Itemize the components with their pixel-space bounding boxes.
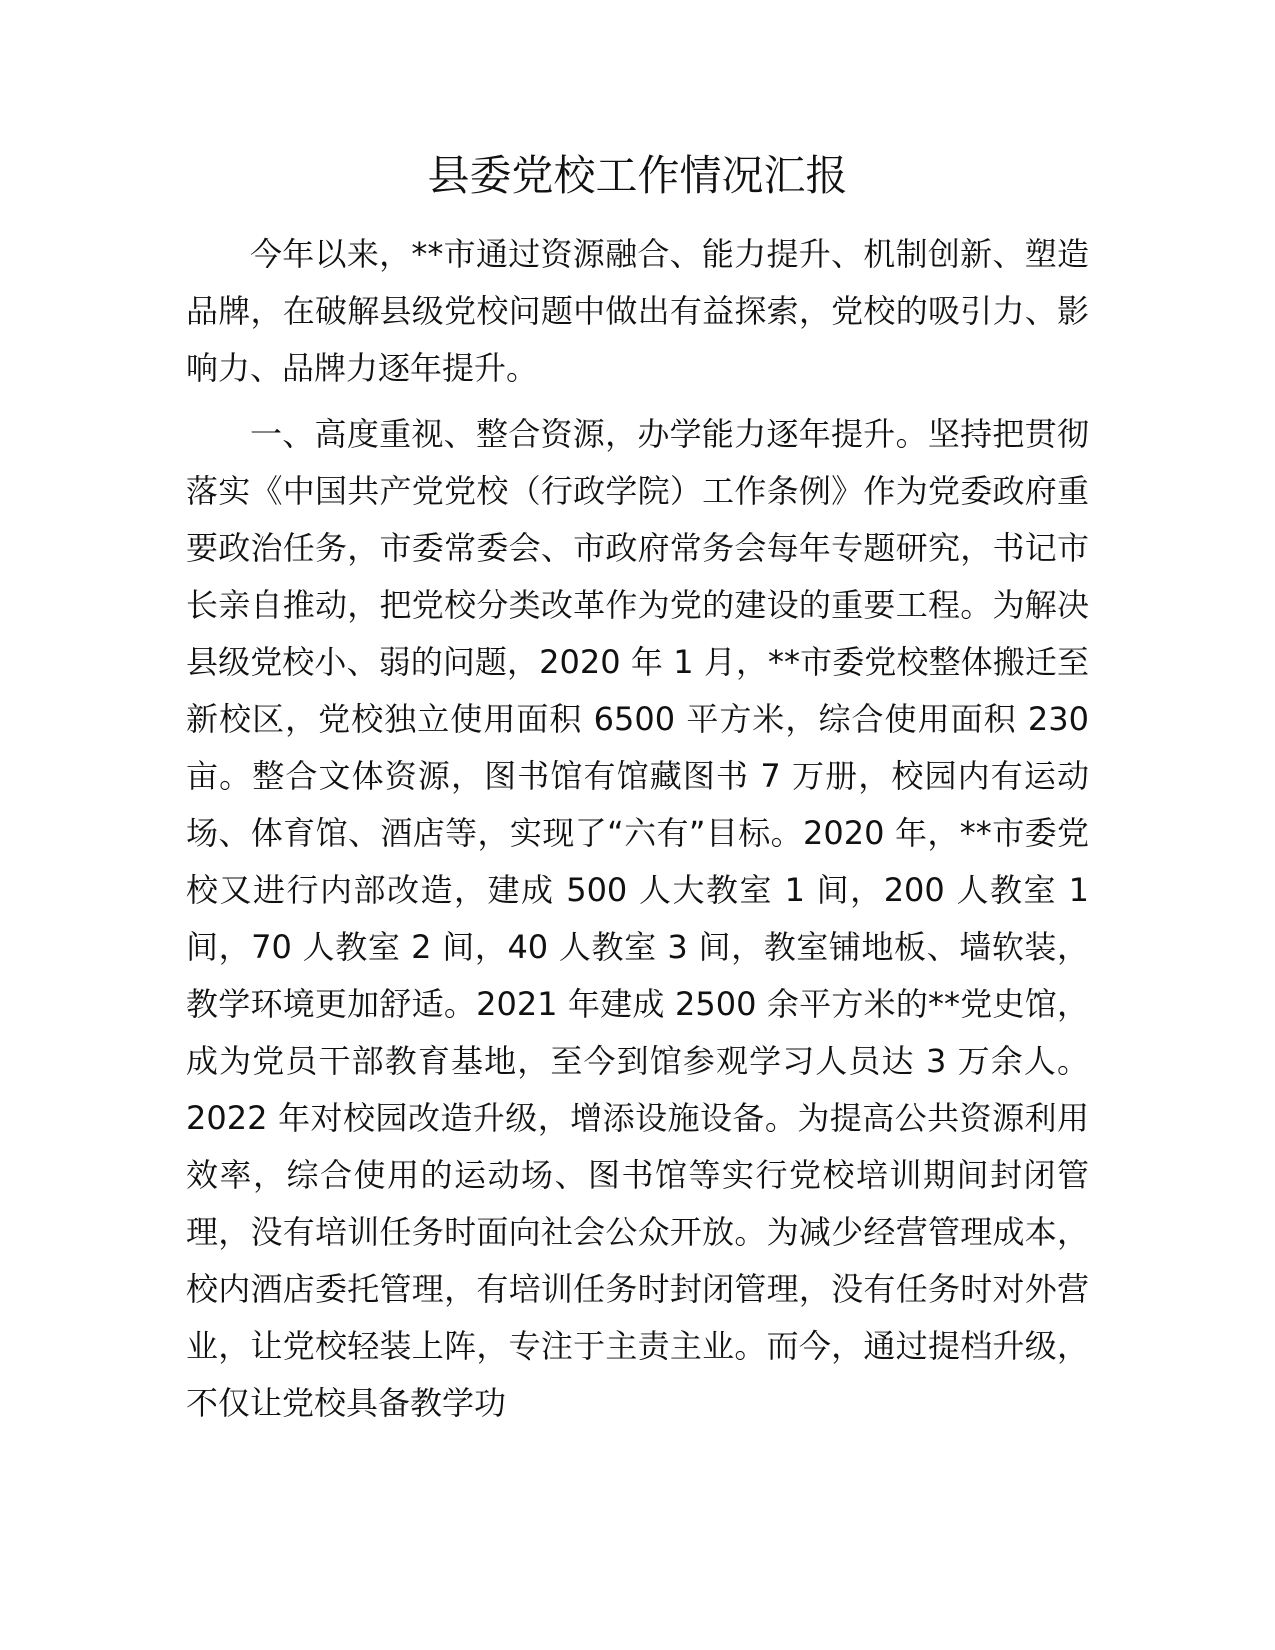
paragraph-section-one: 一、高度重视、整合资源，办学能力逐年提升。坚持把贯彻落实《中国共产党党校（行政学院）工作条例》作为党委政府重要政治任务，市委常委会、市政府常务会每年专题研究，书记市长亲自推动，把党校分类改革作为党的建设的重要工程。为解决县级党校小、弱的问题，2020 年 1 月，**市委党校整体搬迁至新校区，党校独立使用面积 6500 平方米，综合使用面积 230 亩。整合文体资源，图书馆有馆藏图书 7 万册，校园内有运动场、体育馆、酒店等，实现了“六有”目标。2020 年，**市委党校又进行内部改造，建成 500 人大教室 1 间，200 人教室 1 间，70 人教室 2 间，40 人教室 3 间，教室铺地板、墙软装，教学环境更加舒适。2021 年建成 2500 余平方米的**党史馆，成为党员干部教育基地，至今到馆参观学习人员达 3 万余人。2022 年对校园改造升级，增添设施设备。为提高公共资源利用效率，综合使用的运动场、图书馆等实行党校培训期间封闭管理，没有培训任务时面向社会公众开放。为减少经营管理成本，校内酒店委托管理，有培训任务时封闭管理，没有任务时对外营业，让党校轻装上阵，专注于主责主业。而今，通过提档升级，不仅让党校具备教学功 <box>186 415 1089 1422</box>
document-title: 县委党校工作情况汇报 <box>427 151 848 200</box>
document-body <box>186 226 1089 1432</box>
paragraph-intro: 今年以来，**市通过资源融合、能力提升、机制创新、塑造品牌，在破解县级党校问题中做出有益探索，党校的吸引力、影响力、品牌力逐年提升。 <box>186 235 1089 387</box>
